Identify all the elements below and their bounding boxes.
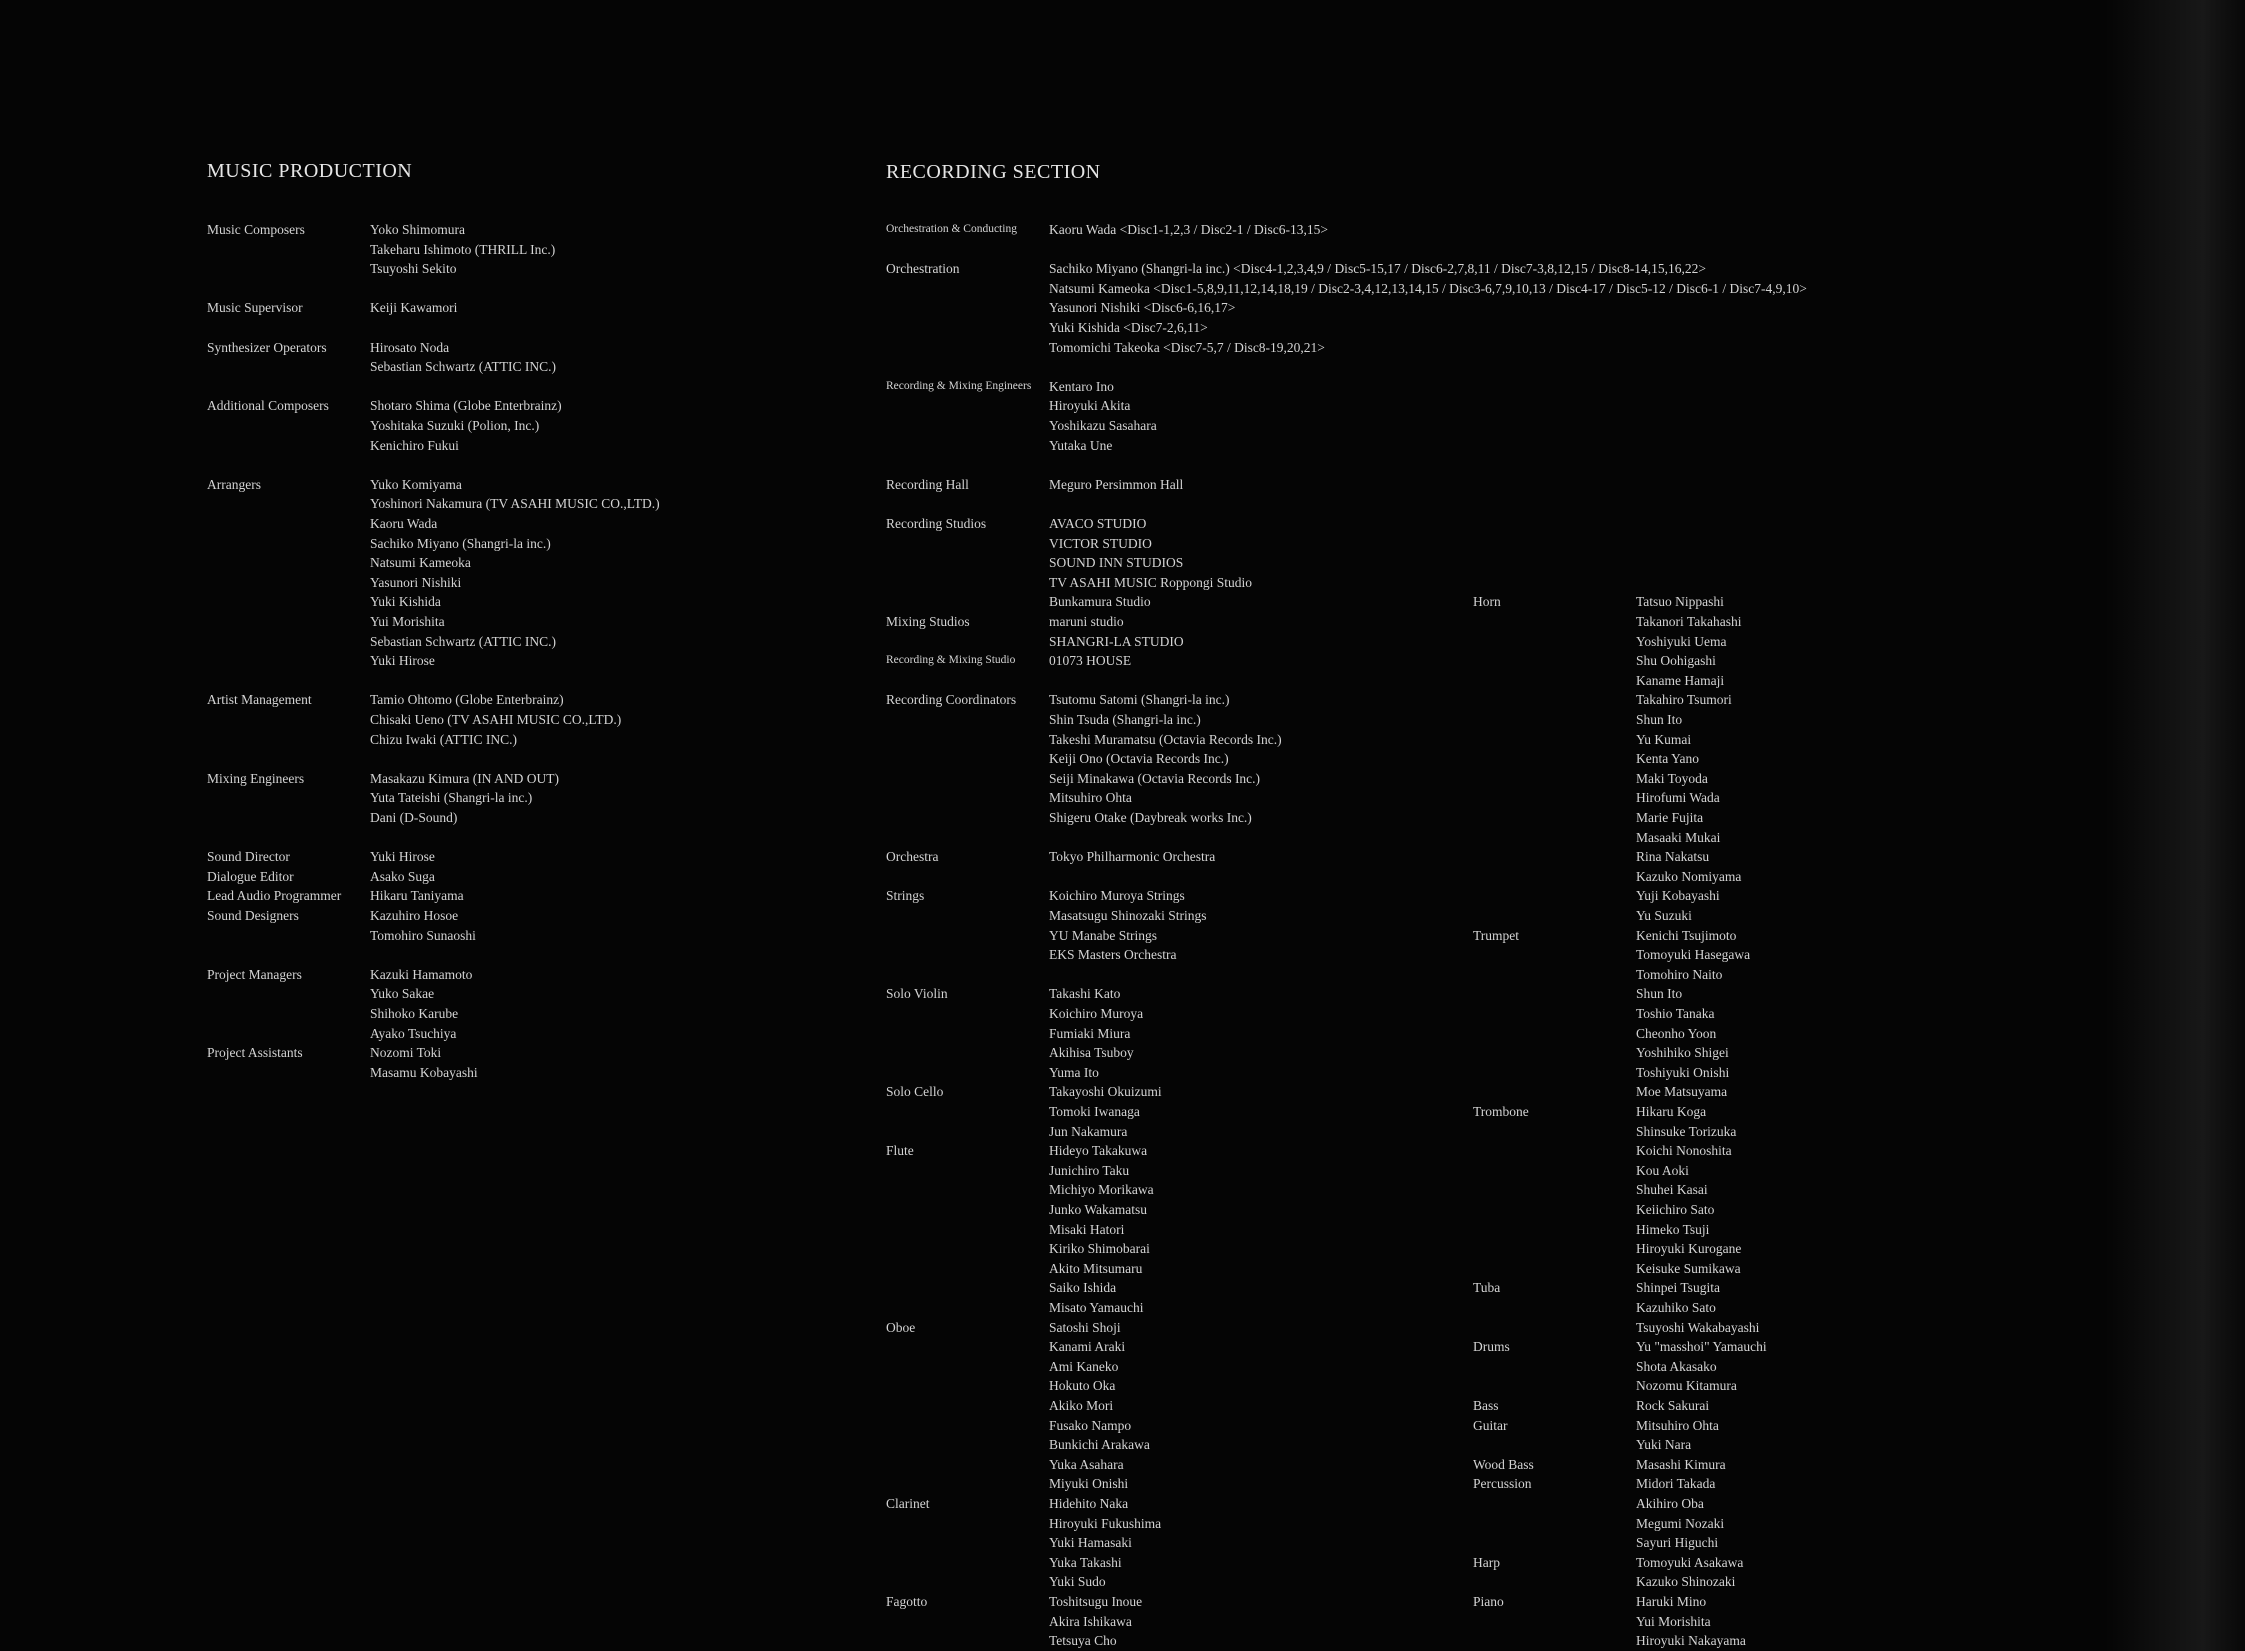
- credit-name: Himeko Tsuji: [1636, 1221, 1710, 1237]
- credit-name: Mitsuhiro Ohta: [1049, 790, 1132, 806]
- credit-name: Sebastian Schwartz (ATTIC INC.): [370, 633, 556, 649]
- credit-role: Recording & Mixing Studio: [886, 654, 1016, 667]
- credit-name: Takeshi Muramatsu (Octavia Records Inc.): [1049, 731, 1282, 747]
- credit-name: Toshitsugu Inoue: [1049, 1594, 1143, 1609]
- credit-role: Synthesizer Operators: [207, 339, 327, 355]
- credit-name: Yasunori Nishiki: [370, 574, 462, 590]
- credit-name: Kazuko Nomiyama: [1636, 868, 1742, 884]
- credit-name: Takashi Kato: [1049, 986, 1121, 1002]
- credit-name: Fumiaki Miura: [1049, 1025, 1131, 1041]
- credit-name: Rina Nakatsu: [1636, 849, 1710, 865]
- credit-name: Maki Toyoda: [1636, 770, 1708, 786]
- credit-name: Takahiro Tsumori: [1636, 692, 1732, 708]
- credit-name: Yuki Hamasaki: [1049, 1535, 1132, 1551]
- credit-name: Rock Sakurai: [1636, 1398, 1710, 1413]
- credit-name: Shun Ito: [1636, 712, 1683, 727]
- credit-name: Masamu Kobayashi: [370, 1064, 478, 1080]
- credit-name: Yu Kumai: [1636, 731, 1692, 747]
- credit-name: Hirosato Noda: [370, 339, 450, 355]
- credit-name: Keiji Ono (Octavia Records Inc.): [1049, 751, 1229, 767]
- credit-role: Recording Hall: [886, 476, 969, 492]
- credit-name: Junko Wakamatsu: [1049, 1202, 1148, 1217]
- credit-name: Seiji Minakawa (Octavia Records Inc.): [1049, 770, 1261, 786]
- credit-name: Misato Yamauchi: [1049, 1300, 1144, 1315]
- credit-name: Dani (D-Sound): [370, 810, 458, 825]
- credit-name: Sachiko Miyano (Shangri-la inc.) <Disc4-1,2,3,4,9 / Disc5-15,17 / Disc6-2,7,8,11 / Disc7-3,8,12,15 / Disc8-14,15,16,22>: [1049, 261, 1707, 277]
- credit-name: Shinsuke Torizuka: [1636, 1123, 1737, 1139]
- credit-name: TV ASAHI MUSIC Roppongi Studio: [1049, 574, 1253, 590]
- credit-name: VICTOR STUDIO: [1049, 535, 1152, 551]
- credit-name: SOUND INN STUDIOS: [1049, 555, 1184, 571]
- credit-name: Yuki Hirose: [370, 849, 435, 865]
- credit-name: Masakazu Kimura (IN AND OUT): [370, 770, 559, 786]
- credit-name: Shota Akasako: [1636, 1358, 1717, 1374]
- credit-name: AVACO STUDIO: [1049, 516, 1147, 531]
- credit-name: Kanami Araki: [1049, 1339, 1126, 1355]
- credit-role: Clarinet: [886, 1496, 930, 1511]
- credit-name: maruni studio: [1049, 614, 1124, 629]
- credit-name: Shinpei Tsugita: [1636, 1280, 1720, 1296]
- credit-name: Shun Ito: [1636, 986, 1683, 1002]
- credit-name: Yuki Hirose: [370, 653, 435, 669]
- credit-name: Misaki Hatori: [1049, 1221, 1125, 1237]
- credit-name: Hiroyuki Akita: [1049, 398, 1131, 414]
- credit-name: Nozomu Kitamura: [1636, 1378, 1737, 1394]
- credit-role: Drums: [1473, 1339, 1510, 1355]
- credit-name: Yuko Komiyama: [370, 476, 462, 492]
- credit-name: Kazuki Hamamoto: [370, 966, 473, 982]
- credit-name: Masaaki Mukai: [1636, 829, 1721, 845]
- credit-name: Hiroyuki Fukushima: [1049, 1515, 1162, 1531]
- credit-role: Bass: [1473, 1398, 1499, 1413]
- credit-name: Kaoru Wada: [370, 516, 438, 531]
- credit-name: Hiroyuki Kurogane: [1636, 1241, 1742, 1257]
- credit-name: EKS Masters Orchestra: [1049, 947, 1177, 963]
- credit-name: Tomoki Iwanaga: [1049, 1104, 1140, 1119]
- credit-name: Junichiro Taku: [1049, 1162, 1130, 1178]
- credit-role: Additional Composers: [207, 398, 329, 414]
- credit-role: Oboe: [886, 1319, 916, 1335]
- credit-name: Tsuyoshi Sekito: [370, 261, 457, 277]
- credit-name: Kiriko Shimobarai: [1049, 1241, 1150, 1257]
- credit-name: Yuta Tateishi (Shangri-la inc.): [370, 790, 533, 806]
- credit-role: Guitar: [1473, 1417, 1508, 1433]
- credit-name: Tokyo Philharmonic Orchestra: [1049, 849, 1216, 865]
- credit-name: Miyuki Onishi: [1049, 1476, 1129, 1492]
- credit-name: Yuki Kishida <Disc7-2,6,11>: [1049, 320, 1208, 335]
- credit-name: Hiroyuki Nakayama: [1636, 1633, 1746, 1649]
- credit-name: Michiyo Morikawa: [1049, 1182, 1154, 1198]
- credit-role: Recording Coordinators: [886, 692, 1017, 708]
- credit-name: Hirofumi Wada: [1636, 790, 1720, 806]
- credit-name: Mitsuhiro Ohta: [1636, 1417, 1719, 1433]
- credit-name: Nozomi Toki: [370, 1045, 442, 1061]
- credit-name: Tsutomu Satomi (Shangri-la inc.): [1049, 692, 1230, 708]
- credit-name: Yuka Asahara: [1049, 1456, 1124, 1472]
- credit-name: Kou Aoki: [1636, 1162, 1689, 1178]
- credit-role: Solo Violin: [886, 986, 948, 1002]
- credit-name: Hokuto Oka: [1049, 1378, 1116, 1394]
- credit-role: Recording Studios: [886, 516, 987, 531]
- credit-name: Megumi Nozaki: [1636, 1515, 1725, 1531]
- credit-name: Kazuhiro Hosoe: [370, 908, 459, 923]
- credit-role: Tuba: [1473, 1280, 1501, 1296]
- credit-role: Music Supervisor: [207, 300, 303, 316]
- credit-name: Masatsugu Shinozaki Strings: [1049, 908, 1207, 923]
- credit-name: Tomomichi Takeoka <Disc7-5,7 / Disc8-19,20,21>: [1049, 339, 1325, 355]
- credit-role: Recording & Mixing Engineers: [886, 379, 1032, 392]
- credit-name: Moe Matsuyama: [1636, 1084, 1728, 1100]
- credit-role: Orchestration: [886, 261, 960, 277]
- credit-name: Koichiro Muroya: [1049, 1006, 1144, 1021]
- credit-name: Keiji Kawamori: [370, 300, 458, 316]
- credit-role: Fagotto: [886, 1594, 928, 1609]
- credit-name: Hikaru Taniyama: [370, 888, 464, 904]
- credit-name: Tomohiro Sunaoshi: [370, 927, 476, 943]
- credit-name: Natsumi Kameoka <Disc1-5,8,9,11,12,14,18,19 / Disc2-3,4,12,13,14,15 / Disc3-6,7,9,10,13 / Disc4-17 / Disc5-12 / Disc6-1 / Disc7-4,9,10>: [1049, 280, 1807, 296]
- credit-role: Orchestra: [886, 849, 939, 865]
- credit-role: Music Composers: [207, 222, 305, 237]
- credit-name: Kenichi Tsujimoto: [1636, 927, 1737, 943]
- credit-name: Hideyo Takakuwa: [1049, 1143, 1148, 1159]
- credit-name: Bunkamura Studio: [1049, 594, 1151, 610]
- credit-name: Toshiyuki Onishi: [1636, 1064, 1730, 1080]
- credit-name: Takeharu Ishimoto (THRILL Inc.): [370, 241, 556, 257]
- credit-name: Keiichiro Sato: [1636, 1202, 1715, 1217]
- credit-name: Tatsuo Nippashi: [1636, 594, 1724, 610]
- credit-name: Kenichiro Fukui: [370, 437, 459, 453]
- credit-name: Natsumi Kameoka: [370, 555, 471, 571]
- credit-name: Satoshi Shoji: [1049, 1319, 1121, 1335]
- credit-name: Shu Oohigashi: [1636, 653, 1716, 669]
- credit-name: Tomoyuki Hasegawa: [1636, 947, 1751, 963]
- credit-name: Chizu Iwaki (ATTIC INC.): [370, 731, 517, 747]
- credit-name: Kaoru Wada <Disc1-1,2,3 / Disc2-1 / Disc6-13,15>: [1049, 222, 1328, 237]
- credit-name: Kentaro Ino: [1049, 378, 1114, 394]
- credit-role: Flute: [886, 1143, 914, 1159]
- credit-name: Yu "masshoi" Yamauchi: [1636, 1339, 1767, 1355]
- credit-name: Kaname Hamaji: [1636, 672, 1725, 688]
- credit-name: Meguro Persimmon Hall: [1049, 476, 1184, 492]
- credit-name: Yuko Sakae: [370, 986, 435, 1002]
- credit-name: Yui Morishita: [1636, 1613, 1711, 1629]
- credit-name: Akira Ishikawa: [1049, 1613, 1132, 1629]
- credit-role: Project Managers: [207, 966, 302, 982]
- credit-name: Tomohiro Naito: [1636, 966, 1723, 982]
- credit-role: Trumpet: [1473, 927, 1520, 943]
- credit-name: Hikaru Koga: [1636, 1104, 1707, 1119]
- credit-name: Tomoyuki Asakawa: [1636, 1554, 1744, 1570]
- credit-name: Kazuhiko Sato: [1636, 1300, 1716, 1315]
- credit-name: Masashi Kimura: [1636, 1456, 1726, 1472]
- credit-name: Sayuri Higuchi: [1636, 1535, 1719, 1551]
- credit-name: Shotaro Shima (Globe Enterbrainz): [370, 398, 562, 414]
- credit-name: Takanori Takahashi: [1636, 614, 1742, 629]
- credit-role: Mixing Engineers: [207, 770, 305, 786]
- credit-name: 01073 HOUSE: [1049, 653, 1132, 669]
- credit-role: Wood Bass: [1473, 1456, 1534, 1472]
- credit-name: Yuki Kishida: [370, 594, 441, 610]
- credit-name: Keisuke Sumikawa: [1636, 1260, 1741, 1276]
- credit-name: Toshio Tanaka: [1636, 1006, 1715, 1021]
- credit-name: Cheonho Yoon: [1636, 1025, 1717, 1041]
- credit-name: Saiko Ishida: [1049, 1280, 1117, 1296]
- credit-name: Chisaki Ueno (TV ASAHI MUSIC CO.,LTD.): [370, 712, 622, 727]
- credit-name: Ayako Tsuchiya: [370, 1025, 457, 1041]
- credit-name: Yuki Sudo: [1049, 1574, 1106, 1590]
- credit-name: Takayoshi Okuizumi: [1049, 1084, 1162, 1100]
- credit-name: Koichi Nonoshita: [1636, 1143, 1732, 1159]
- credit-name: Midori Takada: [1636, 1476, 1716, 1492]
- credit-name: Yuji Kobayashi: [1636, 888, 1720, 904]
- credit-role: Arrangers: [207, 476, 261, 492]
- credit-name: Akiko Mori: [1049, 1398, 1114, 1413]
- credit-name: Hidehito Naka: [1049, 1496, 1129, 1511]
- credit-name: Shihoko Karube: [370, 1006, 459, 1021]
- credit-role: Piano: [1473, 1594, 1504, 1609]
- credit-role: Trombone: [1473, 1104, 1529, 1119]
- credit-name: Yu Suzuki: [1636, 908, 1692, 923]
- credit-role: Artist Management: [207, 692, 312, 708]
- credit-name: Fusako Nampo: [1049, 1417, 1132, 1433]
- credit-name: Yoshitaka Suzuki (Polion, Inc.): [370, 418, 540, 433]
- recording-section-heading: RECORDING SECTION: [886, 161, 1101, 183]
- credit-name: Yoshinori Nakamura (TV ASAHI MUSIC CO.,LTD.): [370, 496, 660, 512]
- credit-role: Dialogue Editor: [207, 868, 294, 884]
- credit-name: Kenta Yano: [1636, 751, 1699, 767]
- credit-name: Yuki Nara: [1636, 1437, 1692, 1453]
- credit-role: Orchestration & Conducting: [886, 223, 1017, 235]
- credit-role: Project Assistants: [207, 1045, 303, 1061]
- credit-role: Solo Cello: [886, 1084, 944, 1100]
- credit-name: Kazuko Shinozaki: [1636, 1574, 1736, 1590]
- credit-name: Yoko Shimomura: [370, 222, 466, 237]
- credit-role: Sound Designers: [207, 908, 299, 923]
- credit-name: Koichiro Muroya Strings: [1049, 888, 1185, 904]
- credit-name: Sachiko Miyano (Shangri-la inc.): [370, 535, 551, 551]
- credit-name: Yutaka Une: [1049, 437, 1113, 453]
- credit-name: Yasunori Nishiki <Disc6-6,16,17>: [1049, 300, 1236, 316]
- credit-name: Jun Nakamura: [1049, 1123, 1128, 1139]
- credit-name: Ami Kaneko: [1049, 1358, 1119, 1374]
- credit-name: Akito Mitsumaru: [1049, 1260, 1143, 1276]
- credit-role: Percussion: [1473, 1476, 1532, 1492]
- credit-name: Asako Suga: [370, 868, 435, 884]
- credit-name: Marie Fujita: [1636, 810, 1704, 825]
- credit-role: Horn: [1473, 594, 1501, 610]
- credit-name: Tamio Ohtomo (Globe Enterbrainz): [370, 692, 564, 708]
- credit-name: Shuhei Kasai: [1636, 1182, 1708, 1198]
- credit-role: Lead Audio Programmer: [207, 888, 342, 904]
- credit-name: Akihisa Tsuboy: [1049, 1045, 1134, 1061]
- credit-name: Tsuyoshi Wakabayashi: [1636, 1319, 1760, 1335]
- credit-name: Bunkichi Arakawa: [1049, 1437, 1150, 1453]
- credit-name: Haruki Mino: [1636, 1594, 1707, 1609]
- credit-name: Yuma Ito: [1049, 1064, 1099, 1080]
- credit-role: Harp: [1473, 1554, 1500, 1570]
- credit-name: Yuka Takashi: [1049, 1554, 1122, 1570]
- credit-name: Tetsuya Cho: [1049, 1633, 1117, 1649]
- credit-role: Mixing Studios: [886, 614, 970, 629]
- page-edge-shadow: [2105, 0, 2245, 1651]
- credit-name: Shigeru Otake (Daybreak works Inc.): [1049, 810, 1252, 825]
- credit-name: Akihiro Oba: [1636, 1496, 1704, 1511]
- credit-name: Yoshihiko Shigei: [1636, 1045, 1729, 1061]
- credit-name: Yoshiyuki Uema: [1636, 633, 1727, 649]
- credit-name: Sebastian Schwartz (ATTIC INC.): [370, 359, 556, 375]
- credit-role: Strings: [886, 888, 925, 904]
- credit-name: Yoshikazu Sasahara: [1049, 418, 1157, 433]
- credit-role: Sound Director: [207, 849, 290, 865]
- credit-name: Yui Morishita: [370, 614, 445, 629]
- credit-name: Shin Tsuda (Shangri-la inc.): [1049, 712, 1201, 727]
- credit-name: SHANGRI-LA STUDIO: [1049, 633, 1184, 649]
- credit-name: YU Manabe Strings: [1049, 927, 1157, 943]
- music-production-heading: MUSIC PRODUCTION: [207, 160, 413, 182]
